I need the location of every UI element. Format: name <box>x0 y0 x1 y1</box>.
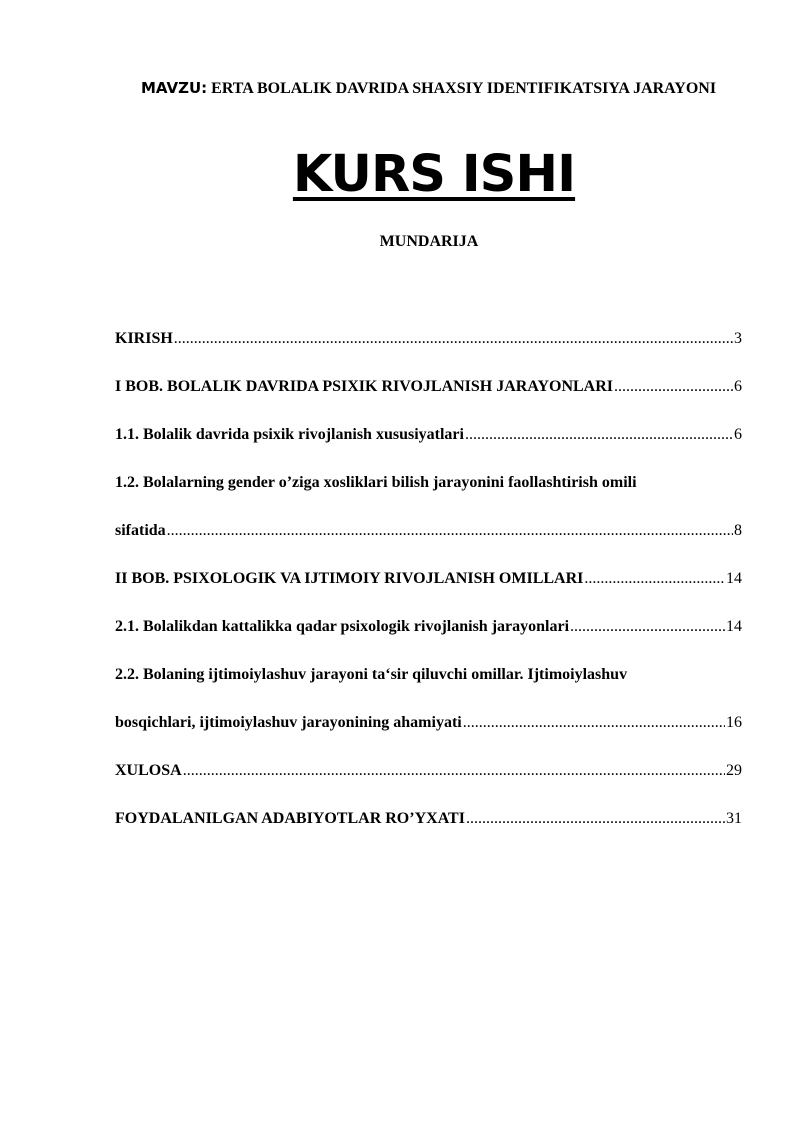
toc-entry-page: 6 <box>734 378 742 395</box>
topic-prefix: MAVZU: <box>140 79 208 97</box>
toc-entry-page: 3 <box>734 330 742 347</box>
toc-entry-label-line2: sifatida <box>115 522 166 539</box>
toc-entry-xulosa[interactable] <box>115 759 742 783</box>
toc-leader-dots <box>570 615 725 639</box>
toc-entry-page: 8 <box>734 522 742 539</box>
toc-leader-dots <box>174 327 733 351</box>
toc-entry-label: KIRISH <box>115 330 173 347</box>
toc-entry-section-1-1[interactable] <box>115 423 742 447</box>
toc-entry-kirish[interactable] <box>115 327 742 351</box>
toc-leader-dots <box>167 519 733 543</box>
toc-entry-label: 1.1. Bolalik davrida psixik rivojlanish xususiyatlari <box>115 426 464 443</box>
toc-leader-dots <box>465 423 733 447</box>
toc-leader-dots <box>466 807 725 831</box>
toc-entry-chapter-1[interactable] <box>115 375 742 399</box>
toc-entry-label: FOYDALANILGAN ADABIYOTLAR RO’YXATI <box>115 810 465 827</box>
document-title-text: KURS ISHI <box>292 145 576 204</box>
toc-leader-dots <box>183 759 725 783</box>
topic-text: ERTA BOLALIK DAVRIDA SHAXSIY IDENTIFIKATSIYA JARAYONI <box>211 80 717 97</box>
topic-heading <box>115 77 742 100</box>
toc-entry-label-line2: bosqichlari, ijtimoiylashuv jarayonining ahamiyati <box>115 714 462 731</box>
toc-entry-page: 14 <box>726 618 742 635</box>
toc-entry-label-line1: 2.2. Bolaning ijtimoiylashuv jarayoni ta‘sir qiluvchi omillar. Ijtimoiylashuv <box>115 666 628 683</box>
toc-entry-references[interactable] <box>115 807 742 831</box>
toc-entry-label-line1: 1.2. Bolalarning gender o’ziga xosliklari bilish jarayonini faollashtirish omili <box>115 474 637 491</box>
toc-leader-dots <box>614 375 733 399</box>
toc-entry-label: XULOSA <box>115 762 182 779</box>
toc-entry-section-1-2[interactable] <box>115 471 742 543</box>
toc-entry-page: 16 <box>726 714 742 731</box>
document-title <box>0 143 800 207</box>
table-of-contents <box>115 327 742 855</box>
toc-entry-chapter-2[interactable] <box>115 567 742 591</box>
toc-entry-label: 2.1. Bolalikdan kattalikka qadar psixologik rivojlanish jarayonlari <box>115 618 570 635</box>
toc-leader-dots <box>584 567 725 591</box>
toc-entry-page: 31 <box>726 810 742 827</box>
toc-entry-page: 14 <box>726 570 742 587</box>
toc-entry-page: 29 <box>726 762 742 779</box>
toc-entry-section-2-1[interactable] <box>115 615 742 639</box>
toc-entry-label: I BOB. BOLALIK DAVRIDA PSIXIK RIVOJLANISH JARAYONLARI <box>115 378 614 395</box>
toc-leader-dots <box>463 711 725 735</box>
toc-entry-section-2-2[interactable] <box>115 663 742 735</box>
toc-heading: MUNDARIJA <box>379 233 479 250</box>
toc-entry-label: II BOB. PSIXOLOGIK VA IJTIMOIY RIVOJLANISH OMILLARI <box>115 570 584 587</box>
toc-entry-page: 6 <box>734 426 742 443</box>
